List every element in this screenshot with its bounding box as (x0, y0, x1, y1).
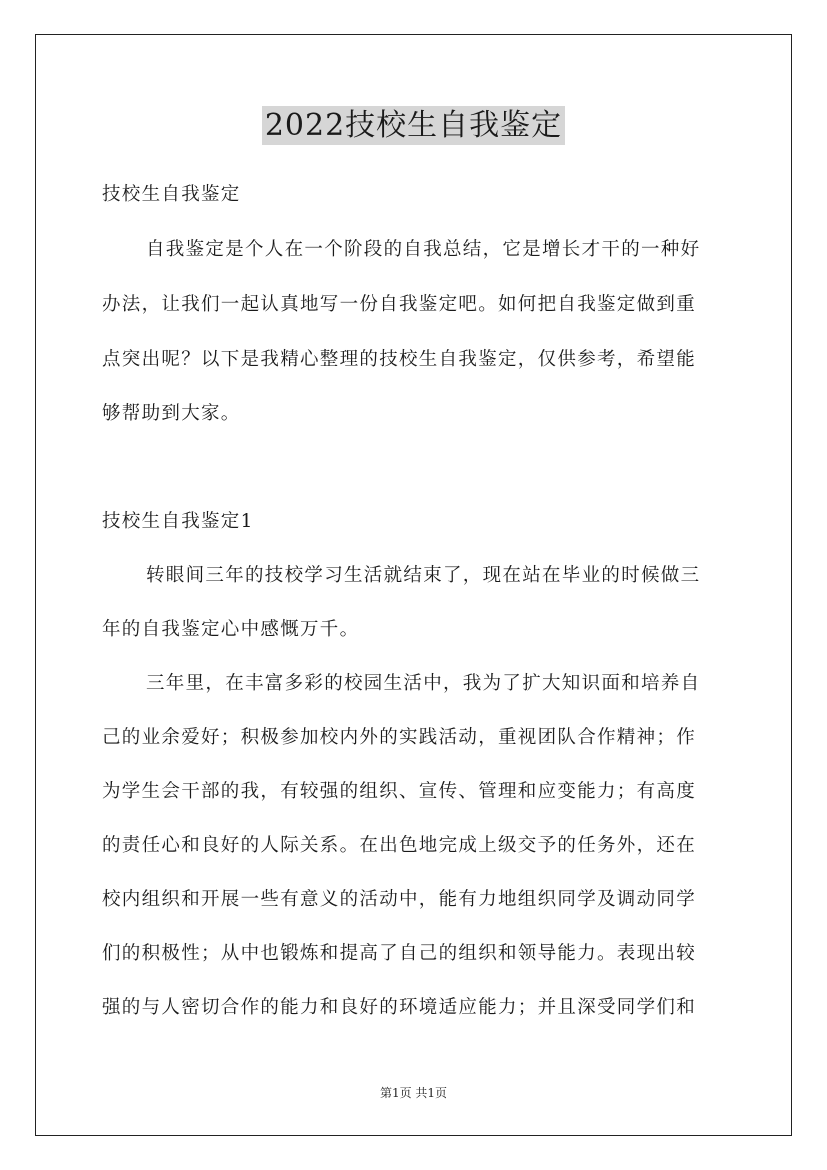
intro-line: 办法，让我们一起认真地写一份自我鉴定吧。如何把自我鉴定做到重 (102, 294, 697, 315)
page-footer: 第1页 共1页 (379, 1086, 448, 1100)
document-subtitle: 技校生自我鉴定 (102, 184, 241, 205)
section-heading: 技校生自我鉴定1 (102, 511, 254, 532)
intro-line: 自我鉴定是个人在一个阶段的自我总结，它是增长才干的一种好 (146, 239, 701, 260)
intro-line: 点突出呢？以下是我精心整理的技校生自我鉴定，仅供参考，希望能 (102, 349, 697, 370)
document-title-text: 2022技校生自我鉴定 (262, 106, 565, 145)
paragraph-line: 校内组织和开展一些有意义的活动中，能有力地组织同学及调动同学 (102, 889, 697, 910)
paragraph-line: 转眼间三年的技校学习生活就结束了，现在站在毕业的时候做三 (146, 565, 701, 586)
paragraph-line: 己的业余爱好；积极参加校内外的实践活动，重视团队合作精神；作 (102, 727, 697, 748)
document-title (0, 100, 827, 144)
paragraph-line: 三年里，在丰富多彩的校园生活中，我为了扩大知识面和培养自 (146, 673, 701, 694)
paragraph-line: 们的积极性；从中也锻炼和提高了自己的组织和领导能力。表现出较 (102, 943, 697, 964)
paragraph-line: 年的自我鉴定心中感慨万千。 (102, 619, 360, 640)
paragraph-line: 的责任心和良好的人际关系。在出色地完成上级交予的任务外，还在 (102, 835, 697, 856)
intro-line: 够帮助到大家。 (102, 403, 241, 424)
paragraph-line: 为学生会干部的我，有较强的组织、宣传、管理和应变能力；有高度 (102, 781, 697, 802)
paragraph-line: 强的与人密切合作的能力和良好的环境适应能力；并且深受同学们和 (102, 997, 697, 1018)
